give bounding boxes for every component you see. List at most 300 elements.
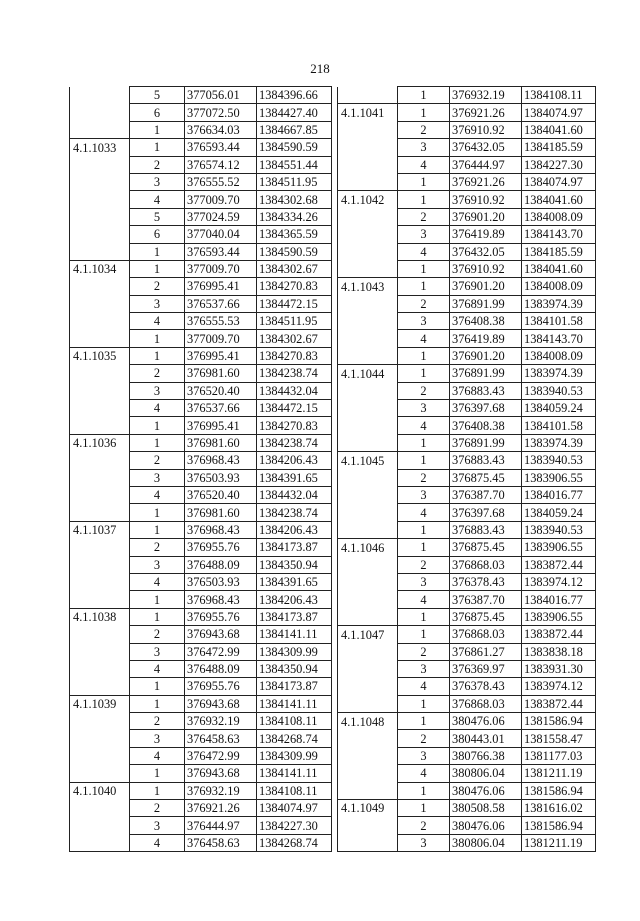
y-coordinate-cell: 1384511.95	[257, 313, 332, 330]
y-coordinate-cell: 1384016.77	[522, 486, 596, 503]
table-row	[70, 521, 332, 538]
plot-id-cell	[70, 643, 130, 660]
plot-id-cell	[338, 313, 398, 330]
x-coordinate-cell: 376955.76	[185, 608, 257, 625]
y-coordinate-cell: 1384173.87	[257, 539, 332, 556]
table-row	[70, 539, 332, 556]
table-row	[338, 713, 596, 730]
y-coordinate-cell: 1383974.12	[522, 573, 596, 590]
table-row	[338, 556, 596, 573]
x-coordinate-cell: 376981.60	[185, 434, 257, 451]
table-row	[338, 139, 596, 156]
point-number-cell: 1	[398, 452, 450, 469]
y-coordinate-cell: 1383940.53	[522, 452, 596, 469]
x-coordinate-cell: 376593.44	[185, 139, 257, 156]
table-row	[338, 365, 596, 382]
table-row	[70, 121, 332, 138]
x-coordinate-cell: 376593.44	[185, 243, 257, 260]
table-row	[70, 660, 332, 677]
plot-id-cell	[70, 365, 130, 382]
table-row	[338, 695, 596, 712]
plot-id-cell	[338, 660, 398, 677]
plot-id-cell	[338, 243, 398, 260]
point-number-cell: 3	[130, 643, 185, 660]
point-number-cell: 3	[398, 573, 450, 590]
point-number-cell: 1	[398, 191, 450, 208]
x-coordinate-cell: 376537.66	[185, 400, 257, 417]
x-coordinate-cell: 376868.03	[450, 556, 522, 573]
y-coordinate-cell: 1384143.70	[522, 226, 596, 243]
plot-id-cell	[338, 330, 398, 347]
y-coordinate-cell: 1383974.39	[522, 295, 596, 312]
plot-id-cell	[338, 730, 398, 747]
table-row	[70, 730, 332, 747]
x-coordinate-cell: 376932.19	[450, 87, 522, 104]
point-number-cell: 2	[130, 452, 185, 469]
x-coordinate-cell: 376932.19	[185, 713, 257, 730]
x-coordinate-cell: 380476.06	[450, 782, 522, 799]
point-number-cell: 1	[398, 713, 450, 730]
plot-id-cell: 4.1.1035	[70, 347, 130, 364]
y-coordinate-cell: 1384365.59	[257, 226, 332, 243]
y-coordinate-cell: 1384391.65	[257, 573, 332, 590]
plot-id-cell	[338, 695, 398, 712]
point-number-cell: 1	[398, 521, 450, 538]
x-coordinate-cell: 377072.50	[185, 104, 257, 121]
point-number-cell: 1	[398, 260, 450, 277]
x-coordinate-cell: 376369.97	[450, 660, 522, 677]
point-number-cell: 4	[398, 243, 450, 260]
table-row	[338, 608, 596, 625]
x-coordinate-cell: 376503.93	[185, 573, 257, 590]
plot-id-cell	[70, 747, 130, 764]
table-row	[70, 278, 332, 295]
point-number-cell: 2	[130, 156, 185, 173]
point-number-cell: 2	[130, 626, 185, 643]
table-row	[338, 347, 596, 364]
y-coordinate-cell: 1384074.97	[522, 104, 596, 121]
plot-id-cell	[70, 173, 130, 190]
plot-id-cell	[338, 678, 398, 695]
x-coordinate-cell: 376891.99	[450, 434, 522, 451]
plot-id-cell	[70, 382, 130, 399]
y-coordinate-cell: 1384302.68	[257, 191, 332, 208]
plot-id-cell: 4.1.1034	[70, 260, 130, 277]
x-coordinate-cell: 376520.40	[185, 382, 257, 399]
plot-id-cell	[338, 208, 398, 225]
plot-id-cell	[70, 208, 130, 225]
table-row	[70, 626, 332, 643]
y-coordinate-cell: 1384350.94	[257, 556, 332, 573]
plot-id-cell	[338, 608, 398, 625]
table-row	[70, 87, 332, 104]
table-row	[70, 139, 332, 156]
point-number-cell: 1	[130, 347, 185, 364]
point-number-cell: 1	[398, 608, 450, 625]
table-row	[338, 800, 596, 817]
y-coordinate-cell: 1384427.40	[257, 104, 332, 121]
point-number-cell: 3	[398, 400, 450, 417]
plot-id-cell	[70, 765, 130, 782]
plot-id-cell	[70, 417, 130, 434]
point-number-cell: 2	[130, 278, 185, 295]
y-coordinate-cell: 1384334.26	[257, 208, 332, 225]
point-number-cell: 4	[398, 330, 450, 347]
x-coordinate-cell: 376910.92	[450, 121, 522, 138]
plot-id-cell	[70, 313, 130, 330]
x-coordinate-cell: 376408.38	[450, 313, 522, 330]
x-coordinate-cell: 376503.93	[185, 469, 257, 486]
x-coordinate-cell: 376555.53	[185, 313, 257, 330]
point-number-cell: 3	[130, 173, 185, 190]
x-coordinate-cell: 376875.45	[450, 469, 522, 486]
point-number-cell: 1	[130, 765, 185, 782]
table-row	[338, 156, 596, 173]
y-coordinate-cell: 1383974.12	[522, 678, 596, 695]
plot-id-cell	[70, 730, 130, 747]
point-number-cell: 4	[130, 834, 185, 851]
point-number-cell: 3	[130, 817, 185, 834]
point-number-cell: 3	[398, 747, 450, 764]
plot-id-cell: 4.1.1039	[70, 695, 130, 712]
x-coordinate-cell: 376891.99	[450, 295, 522, 312]
point-number-cell: 5	[130, 87, 185, 104]
point-number-cell: 2	[130, 365, 185, 382]
point-number-cell: 3	[130, 382, 185, 399]
x-coordinate-cell: 376634.03	[185, 121, 257, 138]
point-number-cell: 3	[398, 834, 450, 851]
table-row	[338, 243, 596, 260]
y-coordinate-cell: 1384309.99	[257, 747, 332, 764]
table-row	[70, 608, 332, 625]
table-row	[338, 678, 596, 695]
x-coordinate-cell: 376387.70	[450, 486, 522, 503]
y-coordinate-cell: 1384108.11	[257, 713, 332, 730]
y-coordinate-cell: 1384059.24	[522, 400, 596, 417]
x-coordinate-cell: 376968.43	[185, 521, 257, 538]
point-number-cell: 1	[130, 521, 185, 538]
point-number-cell: 1	[130, 678, 185, 695]
table-row	[70, 417, 332, 434]
table-row	[70, 643, 332, 660]
point-number-cell: 1	[398, 173, 450, 190]
table-row	[70, 295, 332, 312]
x-coordinate-cell: 376419.89	[450, 226, 522, 243]
x-coordinate-cell: 376868.03	[450, 695, 522, 712]
plot-id-cell	[70, 295, 130, 312]
x-coordinate-cell: 376875.45	[450, 539, 522, 556]
x-coordinate-cell: 376432.05	[450, 243, 522, 260]
table-row	[70, 156, 332, 173]
point-number-cell: 4	[398, 765, 450, 782]
table-row	[338, 278, 596, 295]
y-coordinate-cell: 1381616.02	[522, 800, 596, 817]
plot-id-cell	[338, 226, 398, 243]
point-number-cell: 1	[398, 626, 450, 643]
plot-id-cell: 4.1.1046	[338, 539, 398, 556]
point-number-cell: 4	[130, 573, 185, 590]
plot-id-cell	[338, 556, 398, 573]
table-row	[338, 104, 596, 121]
y-coordinate-cell: 1384173.87	[257, 678, 332, 695]
point-number-cell: 2	[398, 556, 450, 573]
point-number-cell: 3	[398, 139, 450, 156]
plot-id-cell	[70, 660, 130, 677]
plot-id-cell	[338, 834, 398, 851]
table-row	[338, 330, 596, 347]
table-row	[338, 208, 596, 225]
point-number-cell: 2	[398, 817, 450, 834]
plot-id-cell	[70, 243, 130, 260]
y-coordinate-cell: 1384143.70	[522, 330, 596, 347]
table-row	[338, 834, 596, 851]
plot-id-cell: 4.1.1048	[338, 713, 398, 730]
plot-id-cell	[338, 521, 398, 538]
table-row	[338, 643, 596, 660]
table-row	[70, 400, 332, 417]
plot-id-cell	[338, 591, 398, 608]
x-coordinate-cell: 376555.52	[185, 173, 257, 190]
x-coordinate-cell: 376891.99	[450, 365, 522, 382]
x-coordinate-cell: 380476.06	[450, 713, 522, 730]
table-row	[70, 452, 332, 469]
x-coordinate-cell: 376488.09	[185, 660, 257, 677]
x-coordinate-cell: 376943.68	[185, 626, 257, 643]
plot-id-cell	[338, 347, 398, 364]
point-number-cell: 3	[130, 556, 185, 573]
table-row	[70, 591, 332, 608]
point-number-cell: 3	[398, 486, 450, 503]
x-coordinate-cell: 376995.41	[185, 278, 257, 295]
x-coordinate-cell: 376432.05	[450, 139, 522, 156]
y-coordinate-cell: 1384008.09	[522, 208, 596, 225]
point-number-cell: 1	[398, 695, 450, 712]
x-coordinate-cell: 377009.70	[185, 330, 257, 347]
table-row	[70, 765, 332, 782]
plot-id-cell	[338, 260, 398, 277]
table-row	[338, 173, 596, 190]
table-row	[338, 782, 596, 799]
y-coordinate-cell: 1384108.11	[257, 782, 332, 799]
x-coordinate-cell: 376387.70	[450, 591, 522, 608]
x-coordinate-cell: 376981.60	[185, 504, 257, 521]
plot-id-cell	[70, 191, 130, 208]
x-coordinate-cell: 377040.04	[185, 226, 257, 243]
y-coordinate-cell: 1383940.53	[522, 382, 596, 399]
x-coordinate-cell: 376932.19	[185, 782, 257, 799]
plot-id-cell	[338, 139, 398, 156]
y-coordinate-cell: 1384238.74	[257, 504, 332, 521]
x-coordinate-cell: 380806.04	[450, 765, 522, 782]
y-coordinate-cell: 1384074.97	[522, 173, 596, 190]
y-coordinate-cell: 1384185.59	[522, 243, 596, 260]
point-number-cell: 2	[398, 121, 450, 138]
y-coordinate-cell: 1384008.09	[522, 347, 596, 364]
point-number-cell: 1	[130, 121, 185, 138]
point-number-cell: 4	[130, 400, 185, 417]
point-number-cell: 4	[398, 678, 450, 695]
table-row	[338, 486, 596, 503]
plot-id-cell: 4.1.1040	[70, 782, 130, 799]
plot-id-cell	[338, 765, 398, 782]
table-row	[338, 504, 596, 521]
coordinates-table-right	[337, 86, 596, 852]
y-coordinate-cell: 1384185.59	[522, 139, 596, 156]
y-coordinate-cell: 1384141.11	[257, 695, 332, 712]
y-coordinate-cell: 1384396.66	[257, 87, 332, 104]
plot-id-cell: 4.1.1042	[338, 191, 398, 208]
plot-id-cell: 4.1.1033	[70, 139, 130, 156]
x-coordinate-cell: 376910.92	[450, 260, 522, 277]
plot-id-cell	[70, 573, 130, 590]
y-coordinate-cell: 1384227.30	[522, 156, 596, 173]
x-coordinate-cell: 380443.01	[450, 730, 522, 747]
plot-id-cell: 4.1.1045	[338, 452, 398, 469]
point-number-cell: 1	[398, 539, 450, 556]
table-row	[70, 365, 332, 382]
table-row	[70, 260, 332, 277]
x-coordinate-cell: 376458.63	[185, 834, 257, 851]
point-number-cell: 2	[398, 208, 450, 225]
point-number-cell: 1	[130, 434, 185, 451]
y-coordinate-cell: 1384238.74	[257, 434, 332, 451]
y-coordinate-cell: 1384511.95	[257, 173, 332, 190]
y-coordinate-cell: 1384059.24	[522, 504, 596, 521]
y-coordinate-cell: 1384227.30	[257, 817, 332, 834]
table-row	[70, 504, 332, 521]
point-number-cell: 1	[398, 278, 450, 295]
plot-id-cell	[70, 591, 130, 608]
y-coordinate-cell: 1384206.43	[257, 452, 332, 469]
x-coordinate-cell: 376968.43	[185, 591, 257, 608]
y-coordinate-cell: 1383906.55	[522, 539, 596, 556]
plot-id-cell	[70, 834, 130, 851]
y-coordinate-cell: 1384173.87	[257, 608, 332, 625]
x-coordinate-cell: 380766.38	[450, 747, 522, 764]
plot-id-cell	[338, 747, 398, 764]
x-coordinate-cell: 376408.38	[450, 417, 522, 434]
point-number-cell: 4	[130, 313, 185, 330]
plot-id-cell	[338, 417, 398, 434]
plot-id-cell: 4.1.1043	[338, 278, 398, 295]
point-number-cell: 2	[398, 382, 450, 399]
y-coordinate-cell: 1384108.11	[522, 87, 596, 104]
point-number-cell: 3	[398, 226, 450, 243]
plot-id-cell	[338, 156, 398, 173]
table-row	[338, 521, 596, 538]
table-row	[70, 243, 332, 260]
table-row	[70, 817, 332, 834]
point-number-cell: 4	[398, 156, 450, 173]
plot-id-cell	[70, 678, 130, 695]
y-coordinate-cell: 1384270.83	[257, 278, 332, 295]
plot-id-cell	[70, 504, 130, 521]
x-coordinate-cell: 376943.68	[185, 765, 257, 782]
plot-id-cell	[338, 434, 398, 451]
table-row	[338, 313, 596, 330]
plot-id-cell	[70, 539, 130, 556]
y-coordinate-cell: 1384008.09	[522, 278, 596, 295]
y-coordinate-cell: 1381586.94	[522, 817, 596, 834]
table-row	[338, 539, 596, 556]
table-row	[70, 834, 332, 851]
plot-id-cell	[70, 486, 130, 503]
point-number-cell: 4	[398, 417, 450, 434]
plot-id-cell	[70, 469, 130, 486]
point-number-cell: 1	[130, 139, 185, 156]
y-coordinate-cell: 1384472.15	[257, 400, 332, 417]
plot-id-cell	[70, 556, 130, 573]
table-row	[338, 765, 596, 782]
point-number-cell: 1	[398, 104, 450, 121]
table-row	[70, 173, 332, 190]
x-coordinate-cell: 376883.43	[450, 521, 522, 538]
y-coordinate-cell: 1384590.59	[257, 243, 332, 260]
table-row	[70, 191, 332, 208]
y-coordinate-cell: 1381558.47	[522, 730, 596, 747]
y-coordinate-cell: 1381586.94	[522, 713, 596, 730]
point-number-cell: 1	[130, 591, 185, 608]
table-row	[338, 260, 596, 277]
plot-id-cell: 4.1.1038	[70, 608, 130, 625]
plot-id-cell: 4.1.1049	[338, 800, 398, 817]
x-coordinate-cell: 377009.70	[185, 191, 257, 208]
point-number-cell: 3	[130, 295, 185, 312]
point-number-cell: 5	[130, 208, 185, 225]
y-coordinate-cell: 1384551.44	[257, 156, 332, 173]
y-coordinate-cell: 1384391.65	[257, 469, 332, 486]
plot-id-cell	[338, 295, 398, 312]
y-coordinate-cell: 1383906.55	[522, 469, 596, 486]
point-number-cell: 2	[130, 713, 185, 730]
x-coordinate-cell: 376868.03	[450, 626, 522, 643]
point-number-cell: 2	[398, 643, 450, 660]
point-number-cell: 6	[130, 226, 185, 243]
plot-id-cell	[70, 226, 130, 243]
x-coordinate-cell: 376995.41	[185, 347, 257, 364]
table-row	[338, 452, 596, 469]
y-coordinate-cell: 1384141.11	[257, 765, 332, 782]
y-coordinate-cell: 1384101.58	[522, 313, 596, 330]
plot-id-cell	[70, 330, 130, 347]
y-coordinate-cell: 1384141.11	[257, 626, 332, 643]
x-coordinate-cell: 376378.43	[450, 678, 522, 695]
point-number-cell: 6	[130, 104, 185, 121]
point-number-cell: 3	[398, 313, 450, 330]
y-coordinate-cell: 1384472.15	[257, 295, 332, 312]
table-row	[70, 678, 332, 695]
y-coordinate-cell: 1384268.74	[257, 834, 332, 851]
plot-id-cell	[338, 573, 398, 590]
x-coordinate-cell: 376488.09	[185, 556, 257, 573]
table-row	[70, 747, 332, 764]
y-coordinate-cell: 1384206.43	[257, 591, 332, 608]
x-coordinate-cell: 376883.43	[450, 382, 522, 399]
table-row	[70, 347, 332, 364]
y-coordinate-cell: 1384101.58	[522, 417, 596, 434]
table-row	[338, 382, 596, 399]
x-coordinate-cell: 377024.59	[185, 208, 257, 225]
plot-id-cell	[70, 713, 130, 730]
x-coordinate-cell: 377009.70	[185, 260, 257, 277]
point-number-cell: 1	[130, 695, 185, 712]
table-row	[338, 87, 596, 104]
y-coordinate-cell: 1384206.43	[257, 521, 332, 538]
point-number-cell: 2	[398, 469, 450, 486]
y-coordinate-cell: 1384432.04	[257, 486, 332, 503]
table-row	[70, 782, 332, 799]
y-coordinate-cell: 1384350.94	[257, 660, 332, 677]
